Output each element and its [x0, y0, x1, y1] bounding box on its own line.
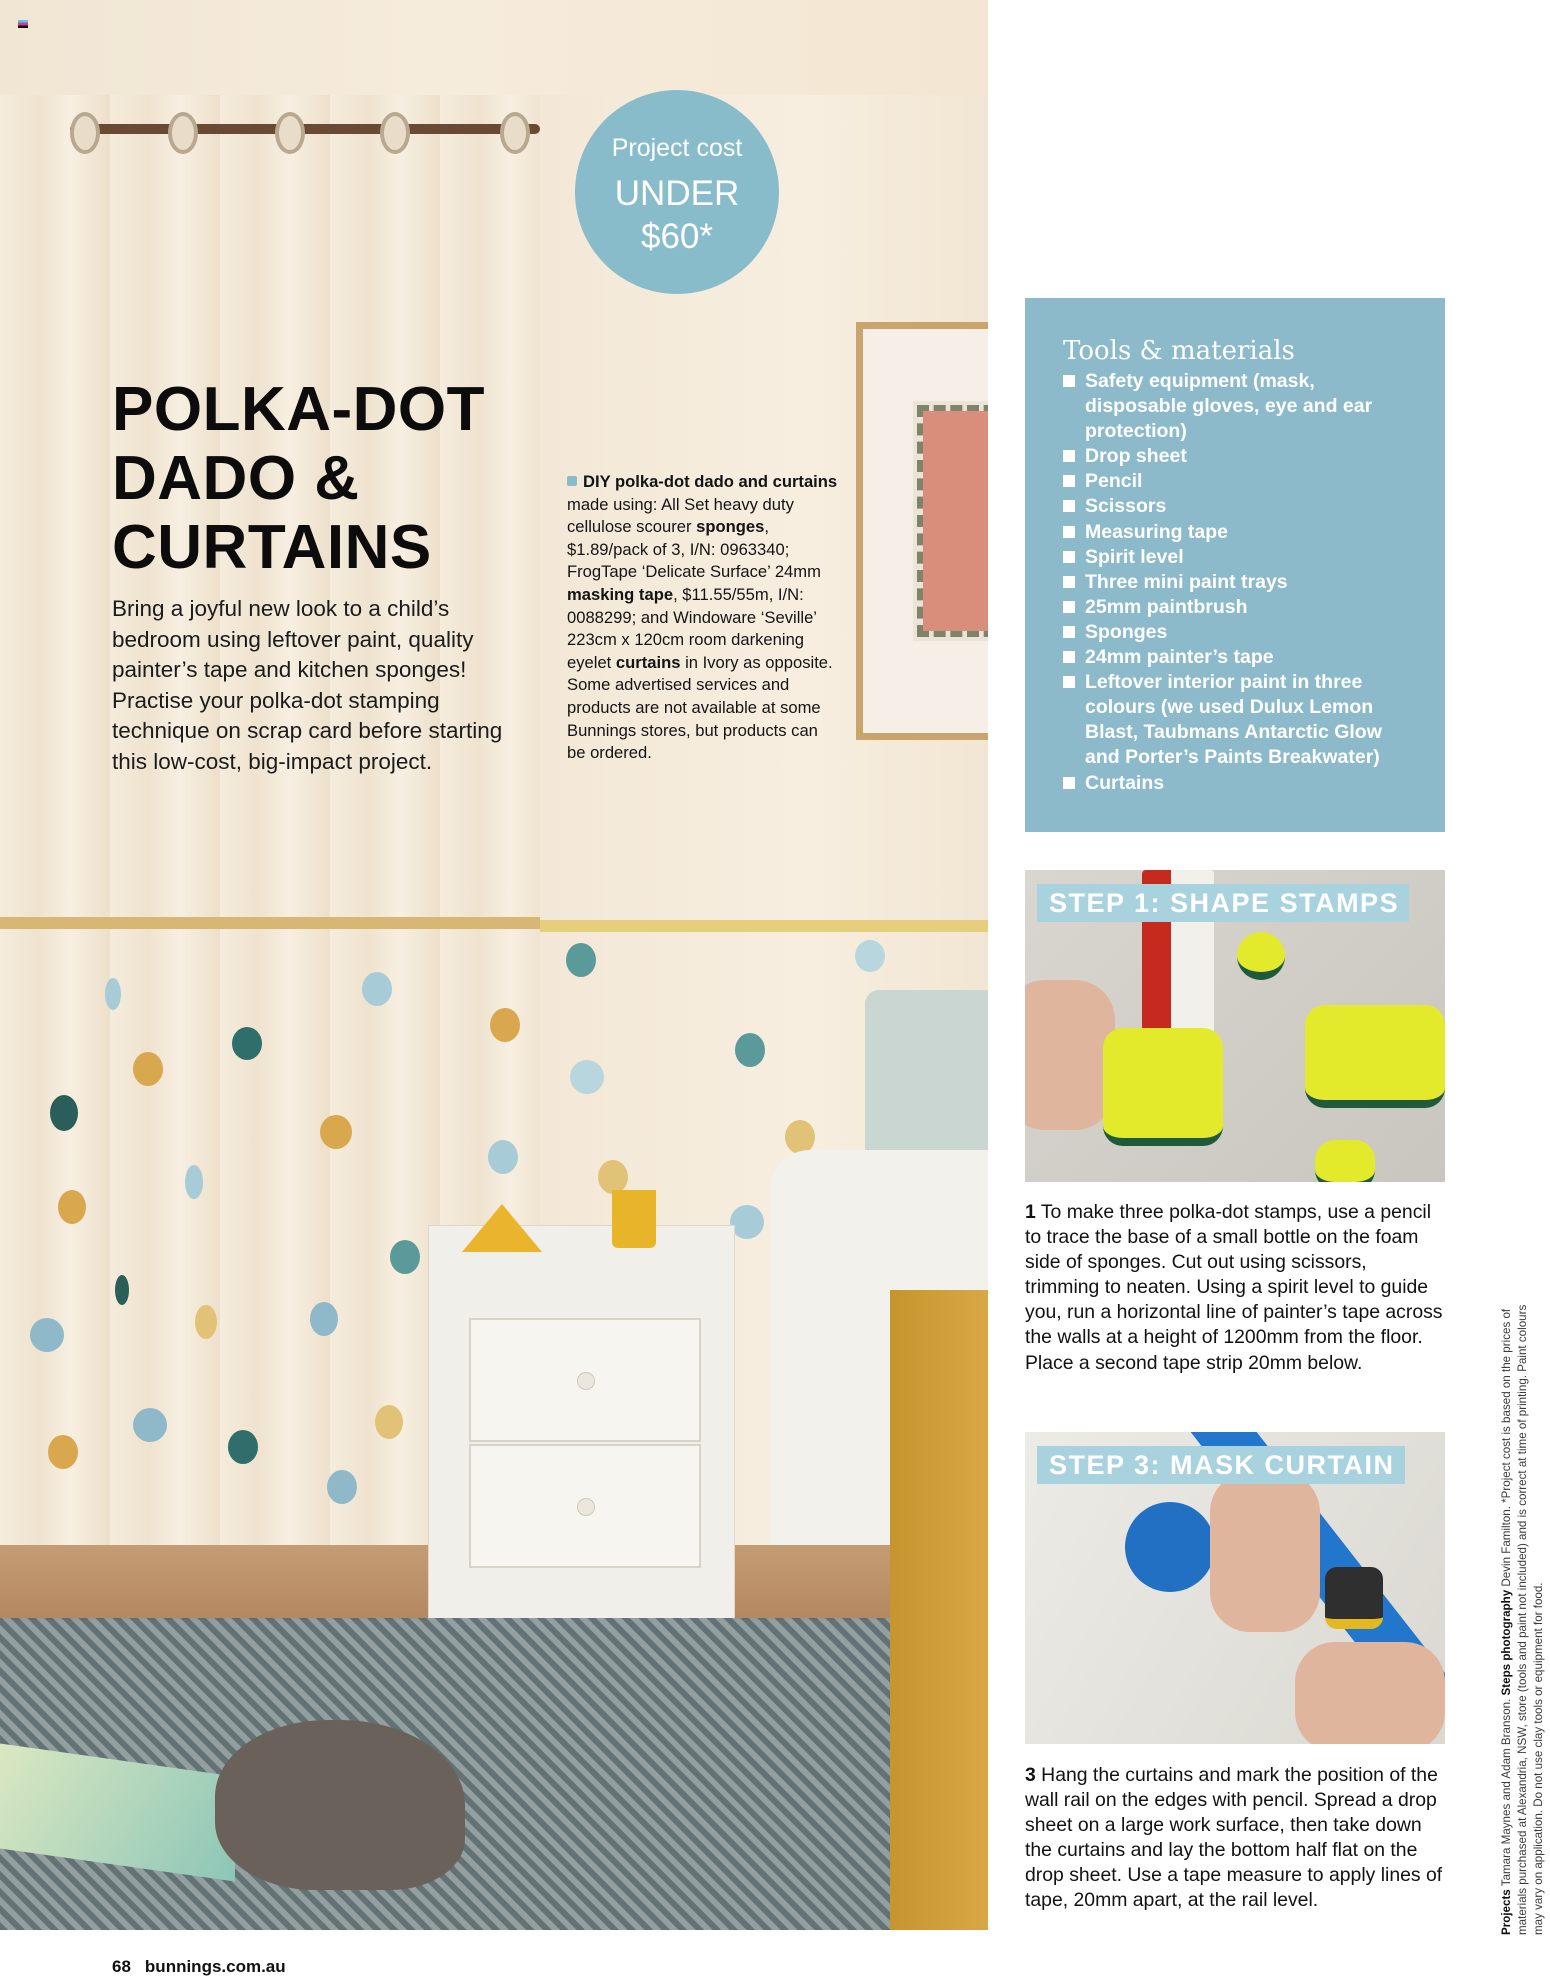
sidenote-text: Tamara Maynes and Adam Branson. — [1500, 1695, 1513, 1890]
tools-item — [1063, 570, 1415, 595]
polka-dot — [327, 1470, 357, 1504]
polka-dot — [855, 940, 885, 972]
mustard-throw — [890, 1290, 988, 1930]
sponge — [1305, 1005, 1445, 1108]
tools-item-label: Sponges — [1085, 620, 1168, 643]
yellow-mug — [612, 1190, 656, 1248]
sidenote-text: Devin Familton. *Project cost is based on the prices of materials purchased at Alexandria, NSW, store (tools and paint not included) and is correct at time of printing. Paint colours may vary on application. Do not use clay tools or equipment for food. — [1500, 1304, 1545, 1935]
credits-text: , $1.89/pack of 3, I/N: 0963340; FrogTape ‘Delicate Surface’ 24mm — [567, 517, 821, 582]
badge-line1: Project cost — [611, 134, 743, 162]
tools-item — [1063, 620, 1415, 645]
tools-item-label: Pencil — [1085, 470, 1143, 493]
polka-dot — [228, 1430, 258, 1464]
intro-paragraph: Bring a joyful new look to a child’s bedroom using leftover paint, quality painter’s tape and kitchen sponges! Practise your polka-dot stamping technique on scrap card before starting this low-cost, big-impact project. — [112, 596, 503, 774]
tools-item — [1063, 494, 1415, 519]
drawer — [469, 1444, 701, 1568]
credits-lead: DIY polka-dot dado and curtains — [583, 472, 838, 491]
step3-text — [1025, 1763, 1445, 1914]
credits-text: in Ivory as opposite. Some advertised services and products are not available at some Bunnings stores, but products can be ordered. — [567, 652, 833, 763]
square-bullet-icon — [1063, 526, 1075, 538]
polka-dot — [195, 1305, 217, 1339]
page-number: 68 — [112, 1957, 131, 1976]
drawer — [469, 1318, 701, 1442]
square-bullet-icon — [1063, 475, 1075, 487]
page-title — [112, 375, 485, 582]
tools-list — [1063, 369, 1415, 796]
polka-dot — [30, 1318, 64, 1352]
square-bullet-icon — [1063, 500, 1075, 512]
sponge — [1315, 1140, 1375, 1182]
tools-item-label: Curtains — [1085, 771, 1165, 794]
polka-dot — [133, 1408, 167, 1442]
drawer-knob — [577, 1372, 595, 1390]
curtain-rail — [70, 124, 540, 134]
toy-elephant — [215, 1720, 465, 1890]
polka-dot — [50, 1095, 78, 1131]
step1-text — [1025, 1200, 1445, 1376]
tools-item — [1063, 545, 1415, 570]
title-line: CURTAINS — [112, 513, 432, 582]
dado-stripe-wall — [540, 920, 988, 932]
step-number: 1 — [1025, 1201, 1036, 1223]
polka-dot — [48, 1435, 78, 1469]
goose-artwork — [913, 401, 988, 641]
square-bullet-icon — [1063, 551, 1075, 563]
tools-item-label: Leftover interior paint in three colours (we used Dulux Lemon Blast, Taubmans Antarctic Glow and Porter’s Paints Breakwater) — [1085, 671, 1382, 769]
tape-roll — [1125, 1502, 1215, 1592]
curtain-eyelet — [380, 112, 410, 154]
square-bullet-icon — [1063, 375, 1075, 387]
step1-photo — [1025, 870, 1445, 1182]
website-link[interactable]: bunnings.com.au — [144, 1957, 286, 1976]
project-cost-badge — [575, 90, 779, 294]
tools-item-label: Scissors — [1085, 495, 1167, 518]
step1-label: STEP 1: SHAPE STAMPS — [1037, 884, 1409, 922]
square-bullet-icon — [1063, 626, 1075, 638]
square-bullet-icon — [1063, 651, 1075, 663]
hand — [1025, 980, 1115, 1130]
polka-dot — [105, 978, 121, 1010]
square-bullet-icon — [567, 476, 577, 486]
badge-line3: $60* — [640, 217, 714, 256]
step3-label: STEP 3: MASK CURTAIN — [1037, 1446, 1405, 1484]
polka-dot — [785, 1120, 815, 1154]
tools-materials-box — [1025, 298, 1445, 832]
polka-dot — [490, 1008, 520, 1042]
product-credits — [567, 471, 839, 765]
tools-item-label: 25mm paintbrush — [1085, 595, 1248, 618]
polka-dot — [730, 1205, 764, 1239]
polka-dot — [232, 1027, 262, 1060]
tools-item-label: Measuring tape — [1085, 520, 1229, 543]
square-bullet-icon — [1063, 576, 1075, 588]
origami-decoration — [462, 1204, 542, 1252]
polka-dot — [362, 972, 392, 1006]
polka-dot — [320, 1115, 352, 1149]
polka-dot — [115, 1275, 129, 1305]
page-footer — [112, 1957, 286, 1977]
framed-goose-artwork — [856, 322, 988, 740]
step3-photo — [1025, 1432, 1445, 1744]
curtain-eyelet — [168, 112, 198, 154]
tools-item — [1063, 369, 1415, 444]
polka-dot — [58, 1190, 86, 1224]
tools-item — [1063, 670, 1415, 770]
step-body: Hang the curtains and mark the position of the wall rail on the edges with pencil. Spread a drop sheet on a large work surface, then take down the curtains and lay the bottom half flat on the drop sheet. Use a tape measure to apply lines of tape, 20mm apart, at the rail level. — [1025, 1764, 1443, 1912]
tools-item-label: Three mini paint trays — [1085, 570, 1288, 593]
tools-item — [1063, 771, 1415, 796]
polka-dot — [566, 943, 596, 977]
tape-measure — [1325, 1567, 1383, 1629]
polka-dot — [570, 1060, 604, 1094]
square-bullet-icon — [1063, 676, 1075, 688]
square-bullet-icon — [1063, 601, 1075, 613]
polka-dot — [598, 1160, 628, 1194]
tools-item-label: Spirit level — [1085, 545, 1184, 568]
square-bullet-icon — [1063, 450, 1075, 462]
tools-item — [1063, 520, 1415, 545]
tools-item — [1063, 444, 1415, 469]
tools-item — [1063, 469, 1415, 494]
hand — [1210, 1472, 1320, 1632]
print-registration-mark — [18, 20, 28, 28]
tools-item — [1063, 645, 1415, 670]
curtain-eyelet — [70, 112, 100, 154]
drawer-knob — [577, 1498, 595, 1516]
polka-dot — [375, 1405, 403, 1439]
polka-dot — [390, 1240, 420, 1274]
tools-heading: Tools & materials — [1063, 336, 1295, 366]
credits-text: , $11.55/55m, I/N: 0088299; and Windoware ‘Seville’ 223cm x 120cm room darkening eyelet — [567, 584, 817, 672]
step-body: To make three polka-dot stamps, use a pencil to trace the base of a small bottle on the foam side of sponges. Cut out using scissors, trimming to neaten. Using a spirit level to guide you, run a horizontal line of painter’s tape across the walls at a height of 1200mm from the floor. Place a second tape strip 20mm below. — [1025, 1201, 1443, 1374]
sponge-circle — [1237, 932, 1285, 980]
badge-line2: UNDER — [614, 174, 740, 213]
tools-item — [1063, 595, 1415, 620]
polka-dot — [488, 1140, 518, 1174]
dado-stripe-curtain — [0, 917, 540, 929]
credits-product: curtains — [615, 652, 681, 672]
polka-dot — [310, 1302, 338, 1336]
title-line: POLKA-DOT — [112, 375, 486, 444]
square-bullet-icon — [1063, 777, 1075, 789]
title-line: DADO & — [112, 444, 360, 513]
polka-dot — [133, 1052, 163, 1086]
credits-sidenote — [1499, 1285, 1547, 1935]
tools-item-label: Safety equipment (mask, disposable gloves, eye and ear protection) — [1085, 370, 1373, 443]
polka-dot — [735, 1033, 765, 1067]
tools-item-label: 24mm painter’s tape — [1085, 646, 1274, 669]
credits-product: masking tape — [567, 584, 674, 604]
step-number: 3 — [1025, 1764, 1036, 1786]
credits-text: made using: All Set heavy duty cellulose scourer — [567, 494, 794, 537]
sponge — [1103, 1028, 1223, 1146]
polka-dot — [185, 1165, 203, 1199]
sidenote-label: Projects — [1500, 1889, 1513, 1935]
credits-product: sponges — [696, 517, 765, 537]
bedside-table — [428, 1225, 735, 1632]
tools-item-label: Drop sheet — [1085, 445, 1187, 468]
curtain-eyelet — [275, 112, 305, 154]
hand — [1295, 1642, 1445, 1744]
curtain-eyelet — [500, 112, 530, 154]
sidenote-label: Steps photography — [1500, 1589, 1513, 1696]
